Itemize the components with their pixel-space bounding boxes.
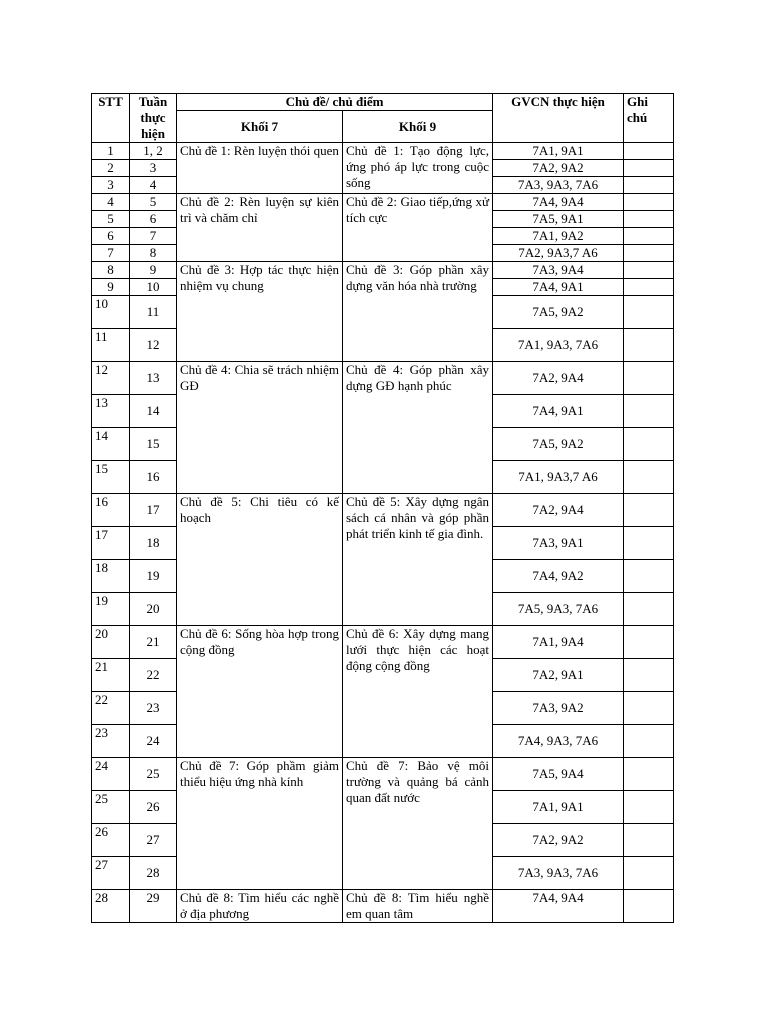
schedule-table <box>91 93 674 923</box>
header-khoi-9: Khối 9 <box>343 111 493 143</box>
note-cell <box>624 824 674 857</box>
stt-cell: 20 <box>92 626 130 659</box>
gvcn-cell: 7A1, 9A4 <box>493 626 624 659</box>
note-cell <box>624 626 674 659</box>
stt-cell: 3 <box>92 177 130 194</box>
table-row <box>92 626 674 659</box>
topic-khoi9-4: Chủ đề 4: Góp phần xây dựng GĐ hạnh phúc <box>343 362 493 494</box>
gvcn-cell: 7A3, 9A3, 7A6 <box>493 857 624 890</box>
gvcn-cell: 7A2, 9A4 <box>493 494 624 527</box>
note-cell <box>624 428 674 461</box>
gvcn-cell: 7A4, 9A2 <box>493 560 624 593</box>
topic-khoi9-2: Chủ đề 2: Giao tiếp,ứng xử tích cực <box>343 194 493 262</box>
topic-khoi7-3: Chủ đề 3: Hợp tác thực hiện nhiệm vụ chung <box>177 262 343 362</box>
note-cell <box>624 160 674 177</box>
tuan-cell: 22 <box>130 659 177 692</box>
gvcn-cell: 7A1, 9A3, 7A6 <box>493 329 624 362</box>
header-ghi-chu: Ghi chú <box>624 94 674 143</box>
topic-khoi7-5: Chủ đề 5: Chi tiêu có kế hoạch <box>177 494 343 626</box>
table-row <box>92 494 674 527</box>
gvcn-cell: 7A3, 9A2 <box>493 692 624 725</box>
tuan-cell: 17 <box>130 494 177 527</box>
stt-cell: 26 <box>92 824 130 857</box>
stt-cell: 25 <box>92 791 130 824</box>
note-cell <box>624 177 674 194</box>
header-row-1 <box>92 94 674 111</box>
stt-cell: 10 <box>92 296 130 329</box>
stt-cell: 7 <box>92 245 130 262</box>
gvcn-cell: 7A2, 9A2 <box>493 824 624 857</box>
tuan-cell: 6 <box>130 211 177 228</box>
note-cell <box>624 143 674 160</box>
gvcn-cell: 7A2, 9A2 <box>493 160 624 177</box>
tuan-cell: 16 <box>130 461 177 494</box>
stt-cell: 8 <box>92 262 130 279</box>
tuan-cell: 12 <box>130 329 177 362</box>
note-cell <box>624 194 674 211</box>
stt-cell: 9 <box>92 279 130 296</box>
topic-khoi7-6: Chủ đề 6: Sống hòa hợp trong cộng đồng <box>177 626 343 758</box>
note-cell <box>624 857 674 890</box>
note-cell <box>624 692 674 725</box>
note-cell <box>624 245 674 262</box>
gvcn-cell: 7A4, 9A3, 7A6 <box>493 725 624 758</box>
gvcn-cell: 7A2, 9A1 <box>493 659 624 692</box>
stt-cell: 5 <box>92 211 130 228</box>
stt-cell: 6 <box>92 228 130 245</box>
gvcn-cell: 7A5, 9A4 <box>493 758 624 791</box>
tuan-cell: 7 <box>130 228 177 245</box>
header-gvcn: GVCN thực hiện <box>493 94 624 143</box>
table-row <box>92 362 674 395</box>
note-cell <box>624 593 674 626</box>
gvcn-cell: 7A1, 9A3,7 A6 <box>493 461 624 494</box>
table-row <box>92 890 674 923</box>
stt-cell: 4 <box>92 194 130 211</box>
tuan-cell: 24 <box>130 725 177 758</box>
note-cell <box>624 329 674 362</box>
table-row <box>92 194 674 211</box>
header-khoi-7: Khối 7 <box>177 111 343 143</box>
note-cell <box>624 262 674 279</box>
stt-cell: 2 <box>92 160 130 177</box>
stt-cell: 11 <box>92 329 130 362</box>
stt-cell: 1 <box>92 143 130 160</box>
topic-khoi9-3: Chủ đề 3: Góp phần xây dựng văn hóa nhà trường <box>343 262 493 362</box>
tuan-cell: 18 <box>130 527 177 560</box>
gvcn-cell: 7A5, 9A1 <box>493 211 624 228</box>
tuan-cell: 27 <box>130 824 177 857</box>
tuan-cell: 5 <box>130 194 177 211</box>
note-cell <box>624 758 674 791</box>
tuan-cell: 19 <box>130 560 177 593</box>
note-cell <box>624 560 674 593</box>
tuan-cell: 13 <box>130 362 177 395</box>
tuan-cell: 25 <box>130 758 177 791</box>
gvcn-cell: 7A5, 9A2 <box>493 428 624 461</box>
header-tuan: Tuần thực hiện <box>130 94 177 143</box>
note-cell <box>624 890 674 923</box>
gvcn-cell: 7A1, 9A1 <box>493 143 624 160</box>
tuan-cell: 20 <box>130 593 177 626</box>
topic-khoi7-1: Chủ đề 1: Rèn luyện thói quen <box>177 143 343 194</box>
table-row <box>92 758 674 791</box>
note-cell <box>624 494 674 527</box>
topic-khoi9-6: Chủ đề 6: Xây dựng mang lưới thực hiện các hoạt động cộng đồng <box>343 626 493 758</box>
gvcn-cell: 7A1, 9A2 <box>493 228 624 245</box>
note-cell <box>624 211 674 228</box>
topic-khoi9-7: Chủ đề 7: Bảo vệ môi trường và quảng bá cảnh quan đất nước <box>343 758 493 890</box>
table-row <box>92 262 674 279</box>
gvcn-cell: 7A1, 9A1 <box>493 791 624 824</box>
stt-cell: 17 <box>92 527 130 560</box>
gvcn-cell: 7A4, 9A4 <box>493 194 624 211</box>
topic-khoi7-7: Chủ đề 7: Góp phầm giảm thiểu hiệu ứng nhà kính <box>177 758 343 890</box>
tuan-cell: 29 <box>130 890 177 923</box>
tuan-cell: 1, 2 <box>130 143 177 160</box>
tuan-cell: 10 <box>130 279 177 296</box>
topic-khoi9-5: Chủ đề 5: Xây dựng ngân sách cá nhân và góp phần phát triển kinh tế gia đình. <box>343 494 493 626</box>
tuan-cell: 15 <box>130 428 177 461</box>
note-cell <box>624 296 674 329</box>
stt-cell: 21 <box>92 659 130 692</box>
stt-cell: 18 <box>92 560 130 593</box>
gvcn-cell: 7A4, 9A4 <box>493 890 624 923</box>
stt-cell: 15 <box>92 461 130 494</box>
stt-cell: 24 <box>92 758 130 791</box>
stt-cell: 19 <box>92 593 130 626</box>
gvcn-cell: 7A5, 9A3, 7A6 <box>493 593 624 626</box>
tuan-cell: 9 <box>130 262 177 279</box>
tuan-cell: 3 <box>130 160 177 177</box>
note-cell <box>624 659 674 692</box>
tuan-cell: 28 <box>130 857 177 890</box>
stt-cell: 27 <box>92 857 130 890</box>
header-stt: STT <box>92 94 130 143</box>
gvcn-cell: 7A3, 9A1 <box>493 527 624 560</box>
gvcn-cell: 7A5, 9A2 <box>493 296 624 329</box>
stt-cell: 14 <box>92 428 130 461</box>
note-cell <box>624 362 674 395</box>
gvcn-cell: 7A2, 9A3,7 A6 <box>493 245 624 262</box>
gvcn-cell: 7A4, 9A1 <box>493 395 624 428</box>
tuan-cell: 14 <box>130 395 177 428</box>
gvcn-cell: 7A4, 9A1 <box>493 279 624 296</box>
topic-khoi7-4: Chủ đề 4: Chia sẽ trách nhiệm GĐ <box>177 362 343 494</box>
tuan-cell: 26 <box>130 791 177 824</box>
tuan-cell: 8 <box>130 245 177 262</box>
stt-cell: 13 <box>92 395 130 428</box>
note-cell <box>624 791 674 824</box>
tuan-cell: 4 <box>130 177 177 194</box>
tuan-cell: 23 <box>130 692 177 725</box>
topic-khoi9-8: Chủ đề 8: Tìm hiểu nghề em quan tâm <box>343 890 493 923</box>
tuan-cell: 11 <box>130 296 177 329</box>
note-cell <box>624 527 674 560</box>
topic-khoi9-1: Chủ đề 1: Tạo động lực, ứng phó áp lực trong cuộc sống <box>343 143 493 194</box>
note-cell <box>624 461 674 494</box>
gvcn-cell: 7A3, 9A3, 7A6 <box>493 177 624 194</box>
stt-cell: 22 <box>92 692 130 725</box>
stt-cell: 23 <box>92 725 130 758</box>
tuan-cell: 21 <box>130 626 177 659</box>
gvcn-cell: 7A3, 9A4 <box>493 262 624 279</box>
note-cell <box>624 395 674 428</box>
table-row <box>92 143 674 160</box>
stt-cell: 28 <box>92 890 130 923</box>
topic-khoi7-2: Chủ đề 2: Rèn luyện sự kiên trì và chăm chỉ <box>177 194 343 262</box>
stt-cell: 16 <box>92 494 130 527</box>
note-cell <box>624 279 674 296</box>
gvcn-cell: 7A2, 9A4 <box>493 362 624 395</box>
stt-cell: 12 <box>92 362 130 395</box>
topic-khoi7-8: Chủ đề 8: Tìm hiểu các nghề ở địa phương <box>177 890 343 923</box>
note-cell <box>624 725 674 758</box>
note-cell <box>624 228 674 245</box>
header-chu-de: Chủ đề/ chủ điểm <box>177 94 493 111</box>
